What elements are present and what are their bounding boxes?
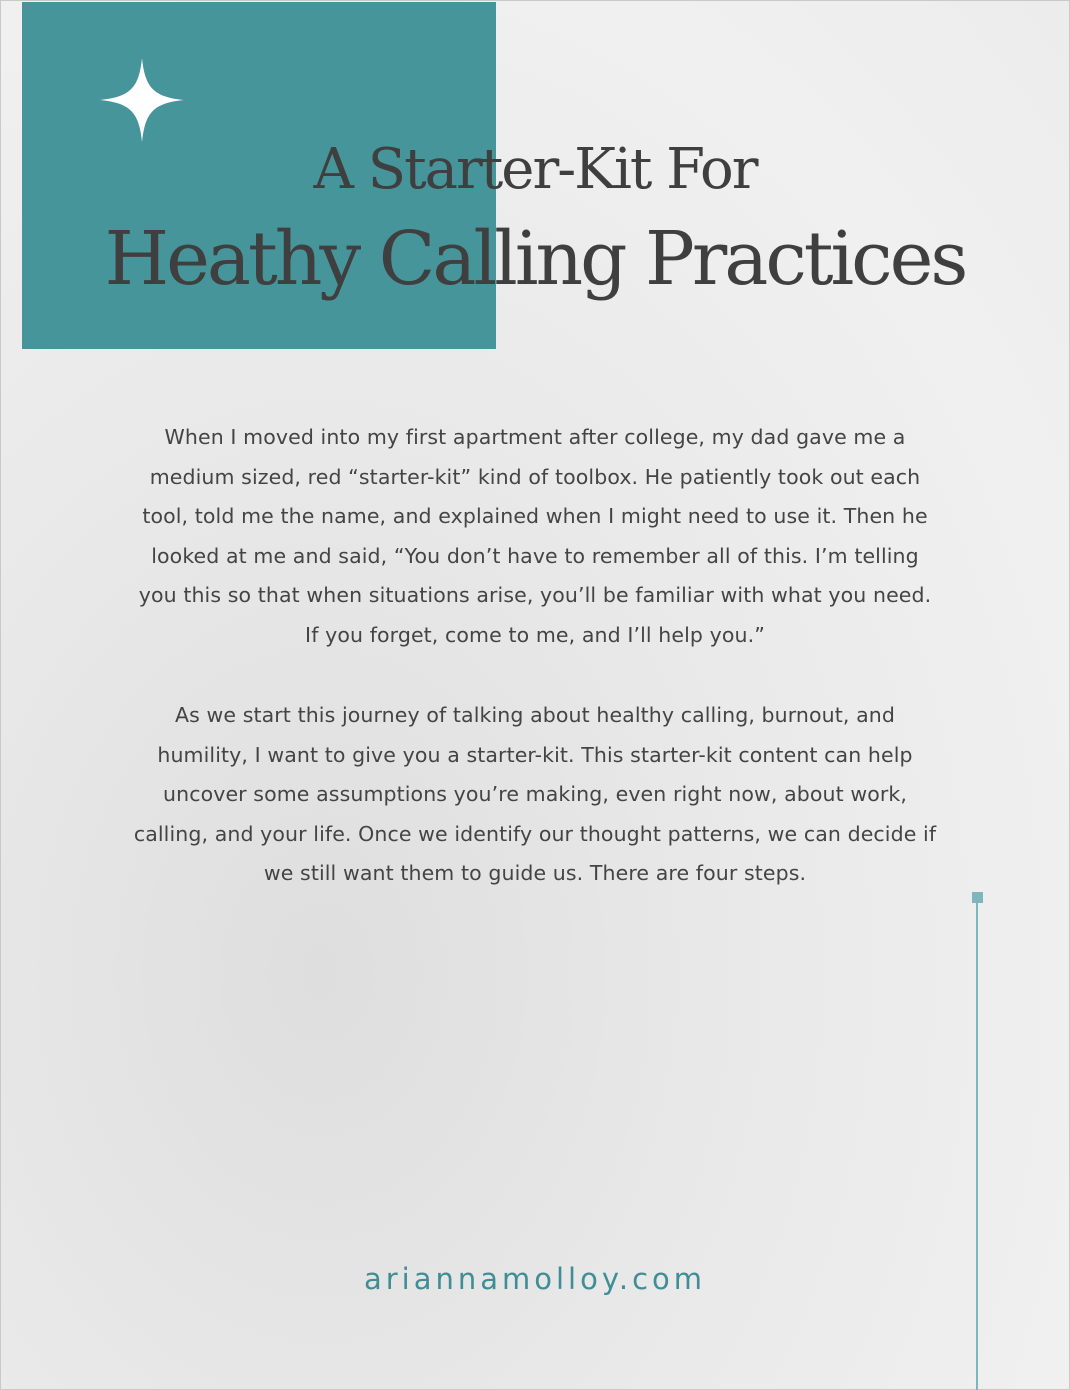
website-link[interactable]: ariannamolloy.com — [363, 1262, 707, 1296]
starter-kit-paragraph: As we start this journey of talking about healthy calling, burnout, and humility, I want to give you a starter-kit. This starter-kit content can help uncover some assumptions you’re making, even right now, about work, calling, and your life. Once we identify our thought patterns, we can decide if we still want them to guide us. There are four steps. — [133, 703, 937, 886]
title-line-2: Heathy Calling Practices — [104, 216, 966, 302]
title-line-1: A Starter-Kit For — [313, 137, 757, 202]
sparkle-icon — [100, 58, 184, 142]
intro-paragraph: When I moved into my first apartment after college, my dad gave me a medium sized, red “starter-kit” kind of toolbox. He patiently took out each tool, told me the name, and explained when I might need to use it. Then he looked at me and said, “You don’t have to remember all of this. I’m telling you this so that when situations arise, you’ll be familiar with what you need. If you forget, come to me, and I’ll help you.” — [138, 425, 932, 647]
vertical-accent-line — [976, 898, 978, 1390]
